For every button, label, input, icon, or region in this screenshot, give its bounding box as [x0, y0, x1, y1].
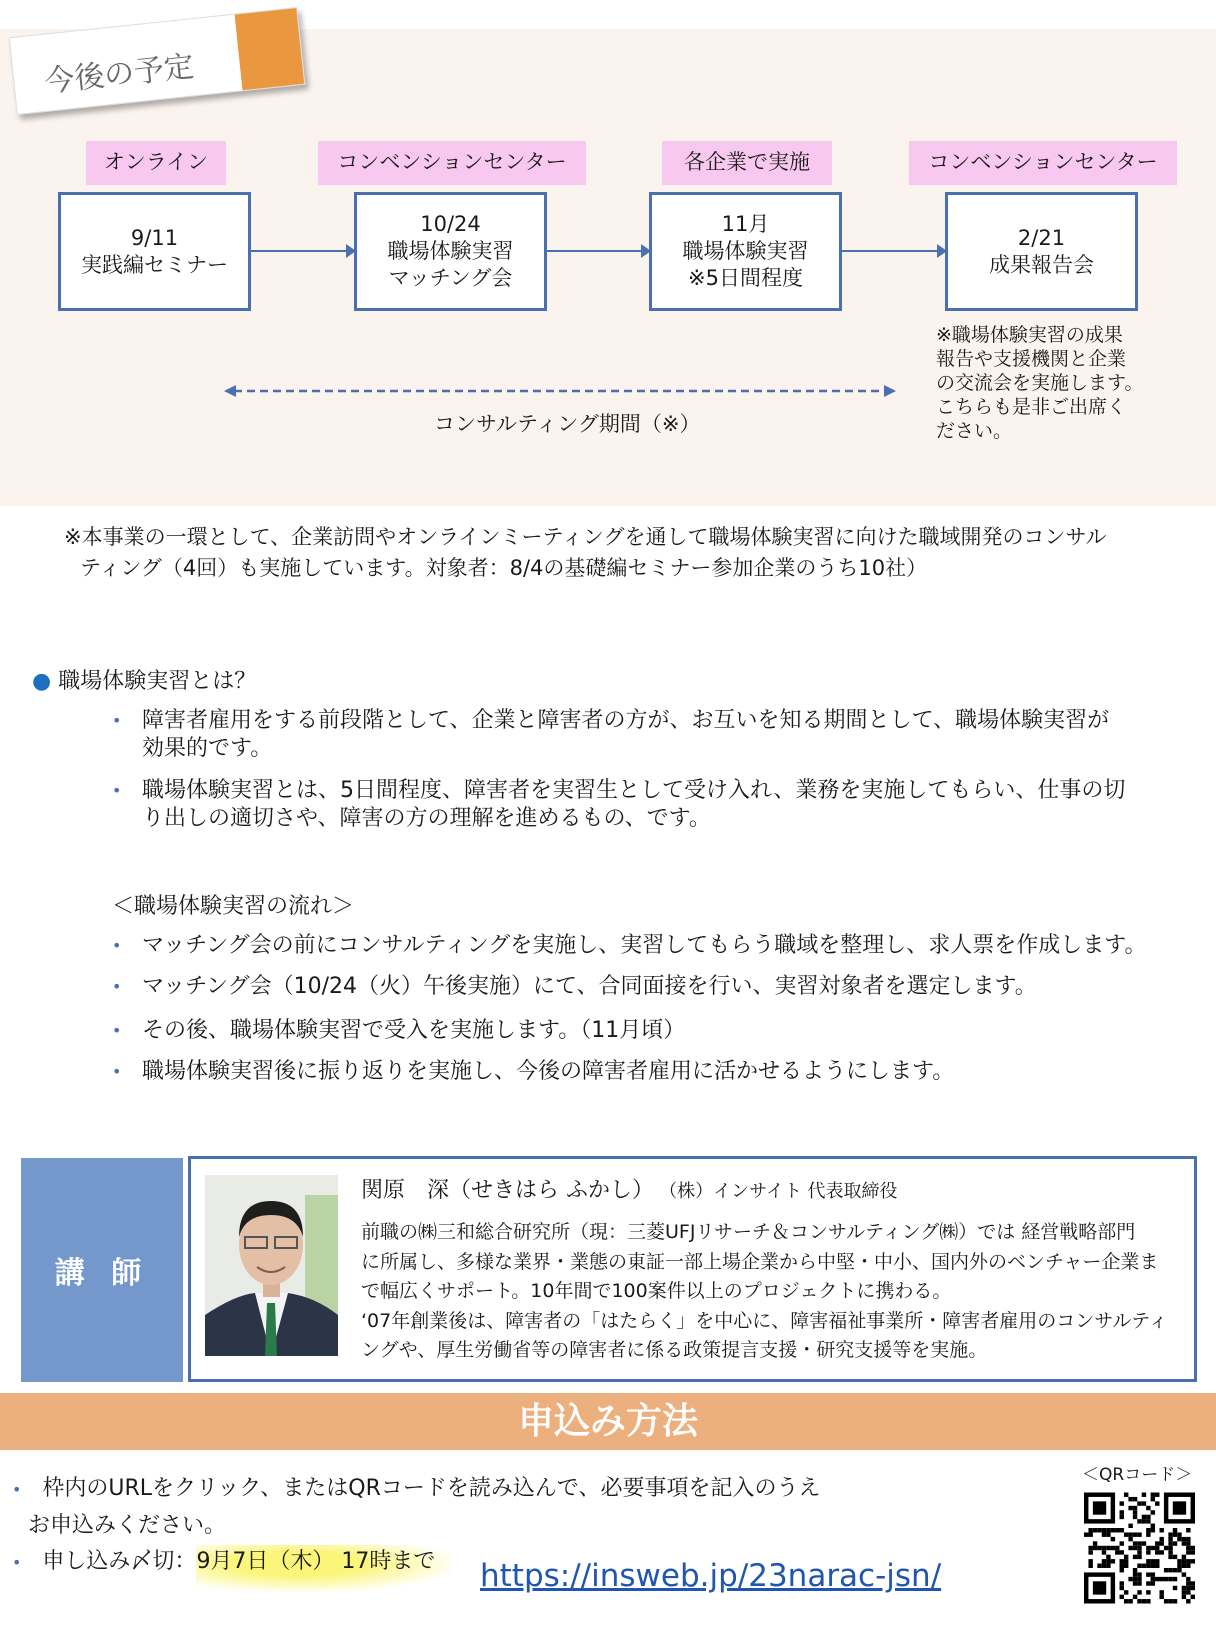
flow-heading: ＜職場体験実習の流れ＞	[112, 894, 355, 919]
title-tag-accent	[235, 8, 305, 90]
application-url-link[interactable]: https://insweb.jp/23narac-jsn/	[480, 1558, 942, 1594]
apply-heading: 申込み方法	[0, 1393, 1216, 1450]
list-item	[112, 932, 1147, 960]
bullet-icon: •	[112, 711, 122, 730]
location-label: 各企業で実施	[662, 141, 832, 185]
step-title: 職場体験実習	[682, 239, 809, 263]
instruction-line: 枠内のURLをクリック、またはQRコードを読み込んで、必要事項を記入のうえ	[42, 1476, 821, 1501]
step-title: マッチング会	[388, 266, 513, 290]
step-title: 成果報告会	[989, 252, 1094, 277]
qr-label: ＜QRコード＞	[1082, 1465, 1193, 1485]
bullet-icon: •	[112, 977, 122, 996]
deadline-label: 申し込み〆切：	[42, 1549, 197, 1574]
list-item	[112, 777, 1126, 833]
bullet-icon: •	[112, 1021, 122, 1040]
bullet-icon: ●	[32, 669, 52, 694]
list-item	[112, 1058, 955, 1086]
footnote-line: ティング（4回）も実施しています。対象者：8/4の基礎編セミナー参加企業のうち10社）	[80, 556, 928, 580]
instruction-line: お申込みください。	[28, 1513, 227, 1538]
list-item	[112, 707, 1110, 763]
list-item	[112, 973, 1037, 1001]
item-line: マッチング会（10/24（火）午後実施）にて、合同面接を行い、実習対象者を選定します。	[142, 974, 1037, 999]
item-line: 職場体験実習とは、5日間程度、障害者を実習生として受け入れ、業務を実施してもらい、仕事の切	[142, 778, 1126, 803]
arrow-icon	[842, 250, 945, 252]
arrow-icon	[547, 250, 649, 252]
bio-line: ングや、厚生労働省等の障害者に係る政策提言支援・研究支援等を実施。	[361, 1339, 988, 1361]
bullet-icon: •	[12, 1553, 22, 1572]
consulting-period-label: コンサルティング期間（※）	[434, 412, 701, 436]
lecturer-bio	[361, 1218, 1168, 1366]
lecturer-title: （株）インサイト 代表取締役	[659, 1181, 898, 1202]
schedule-step	[58, 192, 251, 311]
qr-code[interactable]	[1084, 1491, 1195, 1605]
lecturer-photo	[205, 1175, 338, 1356]
arrow-icon	[251, 250, 354, 252]
about-heading	[32, 664, 256, 695]
bullet-icon: •	[112, 1062, 122, 1081]
deadline-value: 9月7日（木） 17時まで	[196, 1545, 453, 1592]
bullet-icon: •	[12, 1480, 22, 1499]
location-label: オンライン	[86, 141, 226, 185]
note-line: ※職場体験実習の成果	[936, 324, 1123, 346]
step-title: 実践編セミナー	[81, 252, 228, 277]
schedule-step	[354, 192, 547, 311]
note-line: 報告や支援機関と企業	[936, 348, 1127, 370]
note-line: の交流会を実施します。	[936, 372, 1144, 394]
bio-line: に所属し、多様な業界・業態の東証一部上場企業から中堅・中小、国内外のベンチャー企業ま	[361, 1250, 1159, 1273]
lecturer-heading	[361, 1173, 898, 1204]
location-label: コンベンションセンター	[318, 141, 586, 185]
schedule-step	[945, 192, 1138, 311]
footnote	[64, 522, 1106, 584]
location-label: コンベンションセンター	[909, 141, 1177, 185]
bio-line: 前職の㈱三和総合研究所（現：三菱UFJリサーチ＆コンサルティング㈱）では 経営戦略部門	[361, 1221, 1136, 1243]
final-note	[936, 323, 1143, 443]
lecturer-name: 関原 深（せきはら ふかし）	[361, 1178, 654, 1203]
step-note: ※5日間程度	[688, 266, 803, 290]
note-line: ださい。	[936, 420, 1013, 442]
item-line: その後、職場体験実習で受入を実施します。（11月頃）	[142, 1018, 686, 1043]
heading-text: 職場体験実習とは？	[58, 669, 257, 694]
step-date: 10/24	[420, 212, 481, 236]
schedule-step	[649, 192, 842, 311]
bio-line: で幅広くサポート。10年間で100案件以上のプロジェクトに携わる。	[361, 1280, 952, 1302]
bullet-icon: •	[112, 936, 122, 955]
item-line: り出しの適切さや、障害の方の理解を進めるもの、です。	[142, 806, 711, 831]
step-date: 2/21	[1017, 225, 1066, 250]
lecturer-label: 講 師	[21, 1158, 183, 1382]
item-line: 効果的です。	[142, 736, 273, 761]
bio-line: ‘07年創業後は、障害者の「はたらく」を中心に、障害福祉事業所・障害者雇用のコンサルティ	[361, 1309, 1168, 1332]
section-title: 今後の予定	[42, 49, 196, 100]
step-date: 9/11	[130, 225, 179, 250]
footnote-line: ※本事業の一環として、企業訪問やオンラインミーティングを通して職場体験実習に向けた職域開発のコンサル	[64, 525, 1107, 549]
note-line: こちらも是非ご出席く	[936, 396, 1127, 418]
item-line: 職場体験実習後に振り返りを実施し、今後の障害者雇用に活かせるようにします。	[142, 1059, 955, 1084]
list-item	[112, 1017, 686, 1045]
double-arrow-icon	[224, 383, 896, 399]
step-date: 11月	[721, 212, 770, 236]
item-line: マッチング会の前にコンサルティングを実施し、実習してもらう職域を整理し、求人票を作成します。	[142, 933, 1147, 958]
step-title: 職場体験実習	[387, 239, 514, 263]
bullet-icon: •	[112, 781, 122, 800]
item-line: 障害者雇用をする前段階として、企業と障害者の方が、お互いを知る期間として、職場体験実習が	[142, 708, 1110, 733]
